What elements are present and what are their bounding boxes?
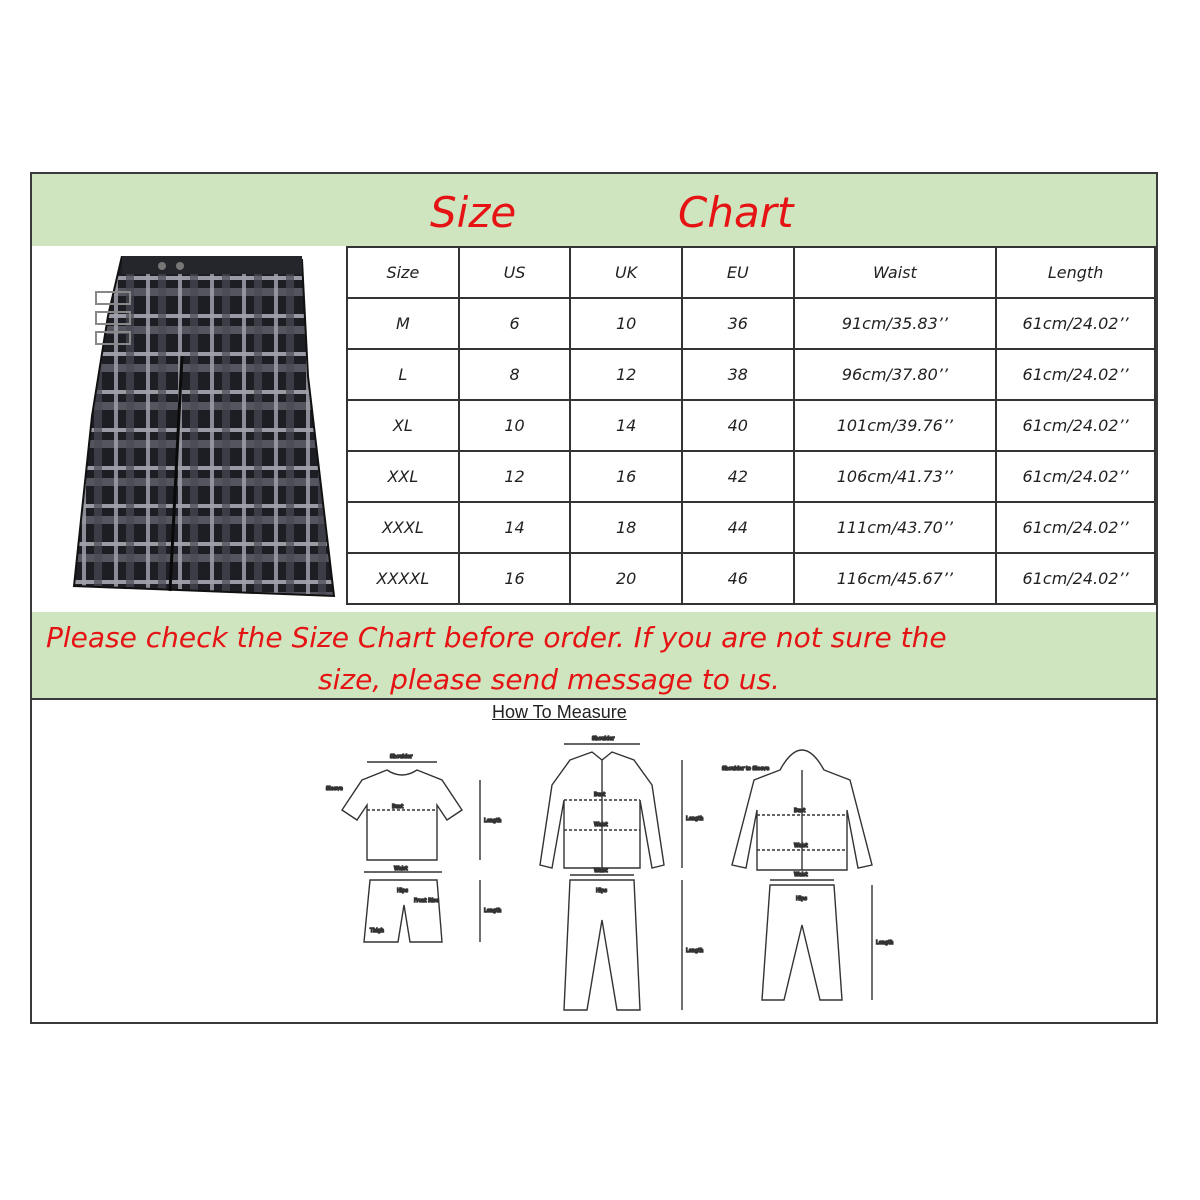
tshirt-shoulder-label: Shoulder <box>390 754 413 760</box>
shorts-waist-label: Waist <box>394 866 408 872</box>
jogger-length-label: Length <box>876 940 894 946</box>
table-cell: 91cm/35.83’’ <box>794 298 997 349</box>
tshirt-bust-label: Bust <box>392 804 404 810</box>
shirt-waist-label: Waist <box>594 822 608 828</box>
table-cell: 12 <box>459 451 571 502</box>
table-row <box>347 502 1155 553</box>
table-cell: 12 <box>570 349 682 400</box>
table-cell: 111cm/43.70’’ <box>794 502 997 553</box>
table-row <box>347 451 1155 502</box>
shorts-thigh-label: Thigh <box>370 928 384 934</box>
table-cell: 36 <box>682 298 794 349</box>
hoodie-waist-label: Waist <box>794 843 808 849</box>
jogger-figure <box>762 872 893 1000</box>
table-cell: 16 <box>570 451 682 502</box>
title-word-size: Size <box>430 188 517 237</box>
table-cell: 42 <box>682 451 794 502</box>
hoodie-shoulder-to-sleeve-label: Shoulder to Sleeve <box>722 766 770 772</box>
size-chart-frame <box>30 172 1158 1024</box>
table-row <box>347 553 1155 604</box>
shorts-hips-label: Hips <box>397 888 408 894</box>
trousers-hips-label: Hips <box>596 888 607 894</box>
table-cell: 116cm/45.67’’ <box>794 553 997 604</box>
table-cell: L <box>347 349 459 400</box>
trousers-waist-label: Waist <box>594 868 608 874</box>
table-cell: 46 <box>682 553 794 604</box>
table-cell: 44 <box>682 502 794 553</box>
shirt-figure <box>540 736 703 868</box>
table-cell: 101cm/39.76’’ <box>794 400 997 451</box>
table-cell: 61cm/24.02’’ <box>996 298 1155 349</box>
table-cell: 6 <box>459 298 571 349</box>
title-band <box>32 174 1156 246</box>
table-header-cell: EU <box>682 247 794 298</box>
table-cell: 61cm/24.02’’ <box>996 502 1155 553</box>
shirt-bust-label: Bust <box>594 792 606 798</box>
tshirt-sleeve-label: Sleeve <box>326 786 343 792</box>
notice-band <box>32 612 1156 700</box>
table-cell: 10 <box>459 400 571 451</box>
table-row <box>347 349 1155 400</box>
notice-line-1: Please check the Size Chart before order. If you are not sure the <box>46 621 947 654</box>
notice-line-2: size, please send message to us. <box>318 663 780 696</box>
table-cell: 61cm/24.02’’ <box>996 349 1155 400</box>
table-cell: XXXXL <box>347 553 459 604</box>
shirt-length-label: Length <box>686 816 704 822</box>
hoodie-figure <box>722 750 872 870</box>
trousers-length-label: Length <box>686 948 704 954</box>
plaid-kilt-image <box>72 256 342 606</box>
table-cell: M <box>347 298 459 349</box>
table-row <box>347 400 1155 451</box>
table-cell: 96cm/37.80’’ <box>794 349 997 400</box>
shirt-shoulder-label: Shoulder <box>592 736 615 742</box>
shorts-length-label: Length <box>484 908 502 914</box>
table-cell: 61cm/24.02’’ <box>996 451 1155 502</box>
table-cell: 14 <box>570 400 682 451</box>
table-header-row <box>347 247 1155 298</box>
jogger-waist-label: Waist <box>794 872 808 878</box>
table-cell: XL <box>347 400 459 451</box>
title-word-chart: Chart <box>678 188 794 237</box>
table-cell: XXXL <box>347 502 459 553</box>
shorts-front-rise-label: Front Rise <box>414 898 439 904</box>
table-header-cell: Length <box>996 247 1155 298</box>
table-header-cell: Size <box>347 247 459 298</box>
jogger-hips-label: Hips <box>796 896 807 902</box>
shorts-figure <box>364 866 501 942</box>
table-header-cell: US <box>459 247 571 298</box>
table-cell: XXL <box>347 451 459 502</box>
tshirt-length-label: Length <box>484 818 502 824</box>
tshirt-figure <box>326 754 501 860</box>
table-cell: 61cm/24.02’’ <box>996 400 1155 451</box>
table-cell: 10 <box>570 298 682 349</box>
table-cell: 16 <box>459 553 571 604</box>
how-to-measure-title: How To Measure <box>492 702 627 722</box>
table-cell: 8 <box>459 349 571 400</box>
table-row <box>347 298 1155 349</box>
table-header-cell: UK <box>570 247 682 298</box>
table-cell: 20 <box>570 553 682 604</box>
table-cell: 40 <box>682 400 794 451</box>
how-to-measure-diagram <box>302 730 902 1020</box>
table-cell: 61cm/24.02’’ <box>996 553 1155 604</box>
table-cell: 14 <box>459 502 571 553</box>
table-cell: 38 <box>682 349 794 400</box>
hoodie-bust-label: Bust <box>794 808 806 814</box>
table-header-cell: Waist <box>794 247 997 298</box>
table-cell: 106cm/41.73’’ <box>794 451 997 502</box>
size-table <box>346 246 1156 605</box>
trousers-figure <box>564 868 703 1010</box>
table-cell: 18 <box>570 502 682 553</box>
